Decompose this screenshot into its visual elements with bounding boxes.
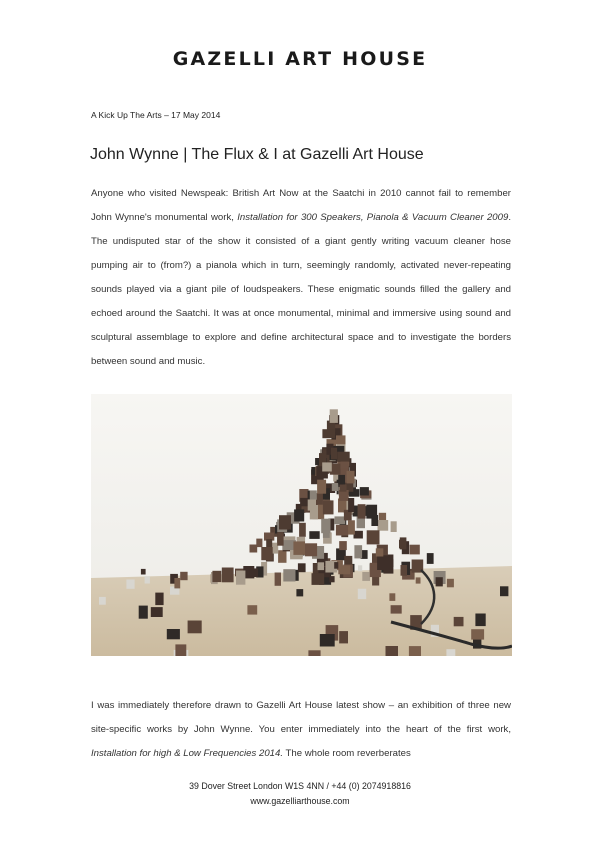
paragraph-2-text-a: I was immediately therefore drawn to Gazelli Art House latest show – an exhibition of three new site-specific works by John Wynne. You enter immediately into the heart of the first work, (91, 700, 511, 735)
floor-speaker-shape (339, 631, 348, 643)
speaker-shape (222, 568, 234, 583)
speaker-shape (236, 571, 245, 585)
floor-speaker-shape (308, 650, 320, 656)
speaker-shape (317, 480, 326, 494)
speaker-shape (277, 532, 283, 546)
speaker-shape (347, 471, 355, 484)
speaker-shape (293, 541, 305, 555)
floor-speaker-shape (389, 593, 395, 601)
floor-speaker-shape (141, 569, 146, 575)
speaker-shape (337, 452, 350, 462)
floor-speaker-shape (296, 589, 303, 596)
footer-address: 39 Dover Street London W1S 4NN / +44 (0) 2074918816 (189, 781, 411, 791)
speaker-shape (338, 475, 345, 485)
speaker-shape (261, 547, 272, 560)
speaker-shape (318, 562, 325, 570)
floor-speaker-shape (180, 572, 187, 580)
speaker-shape (278, 550, 286, 563)
speaker-shape (340, 462, 348, 469)
speaker-shape (308, 500, 316, 511)
speaker-shape (366, 505, 377, 519)
speaker-shape (256, 539, 262, 548)
speaker-shape (391, 521, 397, 532)
speaker-shape (427, 553, 434, 564)
paragraph-2-text-b: The whole room reverberates (283, 748, 411, 759)
article-meta: A Kick Up The Arts – 17 May 2014 (91, 110, 221, 120)
floor-speaker-shape (167, 629, 180, 639)
floor-speaker-shape (436, 577, 443, 586)
speaker-shape (376, 548, 384, 556)
speaker-shape (348, 498, 354, 512)
speaker-shape (377, 555, 389, 570)
floor-speaker-shape (99, 597, 106, 605)
footer-website: www.gazelliarthouse.com (250, 796, 350, 806)
speaker-shape (354, 531, 363, 539)
floor-speaker-shape (454, 617, 464, 626)
article-title: John Wynne | The Flux & I at Gazelli Art House (90, 146, 424, 163)
floor-speaker-shape (358, 565, 362, 571)
page-footer (0, 779, 600, 809)
speaker-shape (338, 565, 350, 574)
speaker-shape (283, 569, 295, 581)
speaker-shape (335, 516, 346, 524)
speaker-shape (275, 573, 281, 586)
speaker-shape (340, 485, 347, 492)
floor-speaker-shape (175, 644, 186, 656)
speaker-shape (367, 530, 380, 544)
speaker-shape (294, 509, 304, 521)
speaker-shape (358, 504, 366, 518)
floor-speaker-shape (409, 646, 421, 656)
paragraph-1-text-a: Anyone who visited Newspeak: British Art Now at the Saatchi in 2010 cannot fail to remember John Wynne's monumental work, (91, 188, 511, 223)
floor-speaker-shape (334, 562, 338, 569)
floor-speaker-shape (174, 578, 180, 588)
floor-speaker-shape (145, 576, 150, 583)
speaker-shape (279, 515, 291, 529)
paragraph-1-artwork-title: Installation for 300 Speakers, Pianola & Vacuum Cleaner 2009 (237, 212, 509, 223)
speaker-shape (309, 531, 319, 539)
paragraph-2-artwork-title: Installation for high & Low Frequencies 2014. (91, 748, 283, 759)
speaker-shape (331, 448, 337, 460)
speaker-shape (250, 568, 258, 577)
speaker-shape (299, 523, 306, 537)
speaker-shape (322, 429, 335, 438)
article-paragraph-2 (91, 694, 511, 766)
floor-speaker-shape (475, 614, 485, 627)
article-paragraph-1 (91, 182, 511, 374)
floor-speaker-shape (188, 621, 202, 634)
speaker-shape (360, 487, 369, 495)
floor-speaker-shape (358, 589, 366, 599)
floor-speaker-shape (155, 593, 163, 606)
floor-speaker-shape (500, 586, 508, 596)
floor-speaker-shape (416, 577, 421, 583)
paragraph-1-text-b: . The undisputed star of the show it consisted of a giant gently writing vacuum cleaner hose pumping air to (from?) a pianola which in turn, seemingly randomly, activated never-repeating sounds played via a giant pile of loudspeakers. These enigmatic sounds filled the gallery and echoed around the Saatchi. It was at once monumental, minimal and immersive using sound and sculptural assemblage to explore and define architectural space and to investigate the borders between sound and music. (91, 212, 511, 367)
floor-speaker-shape (386, 646, 399, 656)
speaker-shape (323, 500, 334, 514)
speaker-shape (339, 541, 347, 550)
floor-speaker-shape (126, 580, 134, 589)
gallery-logo: GAZELLI ART HOUSE (172, 48, 428, 70)
speaker-shape (330, 409, 338, 423)
speaker-shape (362, 572, 370, 581)
speaker-shape (336, 525, 348, 536)
speaker-shape (378, 520, 389, 531)
speaker-shape (312, 573, 325, 585)
speaker-shape (212, 571, 221, 582)
speaker-shape (410, 545, 420, 555)
floor-speaker-shape (139, 606, 148, 619)
floor-speaker-shape (446, 649, 455, 656)
floor-speaker-shape (471, 629, 484, 639)
speaker-shape (401, 565, 408, 576)
floor-speaker-shape (320, 634, 335, 647)
speaker-shape (348, 520, 355, 534)
floor-speaker-shape (391, 605, 402, 613)
speaker-shape (310, 490, 317, 499)
floor-speaker-shape (151, 607, 163, 617)
speaker-shape (354, 545, 362, 558)
speaker-shape (305, 543, 317, 556)
installation-photo (91, 394, 512, 656)
speaker-shape (298, 563, 306, 572)
floor-speaker-shape (447, 579, 454, 588)
speaker-shape (250, 545, 258, 553)
speaker-shape (332, 483, 339, 491)
speaker-shape (321, 519, 330, 534)
speaker-shape (336, 435, 346, 444)
floor-speaker-shape (329, 576, 334, 582)
speaker-shape (322, 462, 332, 471)
floor-speaker-shape (247, 605, 257, 614)
speaker-shape (400, 537, 407, 549)
